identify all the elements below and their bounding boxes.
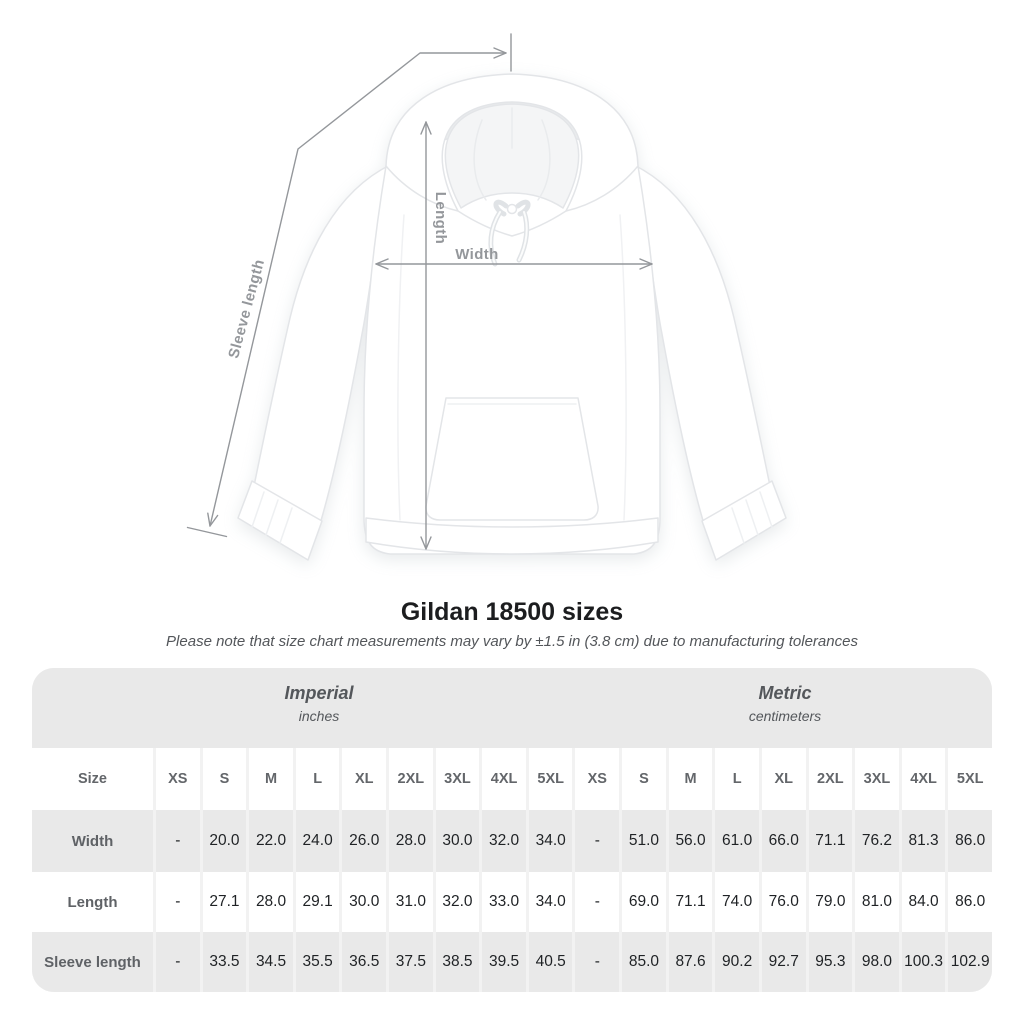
measurement-value-cell: 86.0 — [948, 810, 992, 872]
imperial-label: Imperial — [284, 683, 354, 703]
kangaroo-pocket — [426, 398, 598, 520]
col-header-imperial-3xl: 3XL — [436, 748, 480, 810]
hoodie-illustration — [238, 74, 786, 560]
measurement-value-cell: 33.5 — [203, 932, 247, 992]
measurement-value-cell: 26.0 — [342, 810, 386, 872]
measurement-value-cell: 95.3 — [809, 932, 853, 992]
measurement-value-cell: 76.0 — [762, 872, 806, 932]
measurement-value-cell: 74.0 — [715, 872, 759, 932]
col-header-imperial-4xl: 4XL — [482, 748, 526, 810]
measurement-row-label: Sleeve length — [32, 932, 153, 992]
measurement-value-cell: - — [575, 872, 619, 932]
size-grid — [32, 748, 992, 992]
col-header-metric-3xl: 3XL — [855, 748, 899, 810]
measurement-value-cell: 85.0 — [622, 932, 666, 992]
measurement-value-cell: 84.0 — [902, 872, 946, 932]
col-header-imperial-2xl: 2XL — [389, 748, 433, 810]
imperial-unit: inches — [298, 708, 340, 724]
measurement-value-cell: 51.0 — [622, 810, 666, 872]
measurement-value-cell: 79.0 — [809, 872, 853, 932]
measurement-value-cell: 30.0 — [342, 872, 386, 932]
col-header-metric-xs: XS — [575, 748, 619, 810]
measurement-value-cell: 28.0 — [389, 810, 433, 872]
measurement-value-cell: 38.5 — [436, 932, 480, 992]
unit-header-band — [32, 668, 992, 748]
measurement-value-cell: 32.0 — [482, 810, 526, 872]
col-header-imperial-m: M — [249, 748, 293, 810]
measurement-value-cell: 34.0 — [529, 872, 573, 932]
measurement-value-cell: 33.0 — [482, 872, 526, 932]
col-header-metric-s: S — [622, 748, 666, 810]
drawstring-knot — [508, 205, 517, 214]
col-header-imperial-xs: XS — [156, 748, 200, 810]
measurement-value-cell: 81.0 — [855, 872, 899, 932]
metric-unit-group — [749, 683, 821, 724]
measurement-value-cell: 32.0 — [436, 872, 480, 932]
measurement-value-cell: 22.0 — [249, 810, 293, 872]
length-dimension-label: Length — [432, 191, 449, 245]
measurement-value-cell: 69.0 — [622, 872, 666, 932]
measurement-value-cell: 98.0 — [855, 932, 899, 992]
imperial-unit-group — [284, 683, 353, 724]
col-header-metric-xl: XL — [762, 748, 806, 810]
metric-unit: centimeters — [748, 708, 822, 724]
size-chart-table — [32, 668, 992, 992]
measurement-value-cell: - — [575, 810, 619, 872]
measurement-value-cell: 71.1 — [809, 810, 853, 872]
measurement-value-cell: - — [156, 872, 200, 932]
measurement-value-cell: 35.5 — [296, 932, 340, 992]
measurement-value-cell: 56.0 — [669, 810, 713, 872]
measurement-value-cell: 24.0 — [296, 810, 340, 872]
measurement-value-cell: 71.1 — [669, 872, 713, 932]
measurement-value-cell: 100.3 — [902, 932, 946, 992]
col-header-imperial-xl: XL — [342, 748, 386, 810]
measurement-row-label: Width — [32, 810, 153, 872]
col-header-metric-4xl: 4XL — [902, 748, 946, 810]
size-column-header: Size — [32, 748, 153, 810]
measurement-value-cell: 102.9 — [948, 932, 992, 992]
measurement-value-cell: 34.5 — [249, 932, 293, 992]
measurement-value-cell: 76.2 — [855, 810, 899, 872]
measurement-value-cell: - — [156, 810, 200, 872]
col-header-imperial-l: L — [296, 748, 340, 810]
measurement-value-cell: 20.0 — [203, 810, 247, 872]
measurement-value-cell: 92.7 — [762, 932, 806, 992]
measurement-value-cell: 29.1 — [296, 872, 340, 932]
metric-label: Metric — [758, 683, 812, 703]
measurement-value-cell: 30.0 — [436, 810, 480, 872]
measurement-value-cell: 61.0 — [715, 810, 759, 872]
measurement-value-cell: 81.3 — [902, 810, 946, 872]
measurement-value-cell: 86.0 — [948, 872, 992, 932]
width-dimension-label: Width — [455, 246, 499, 263]
measurement-value-cell: 31.0 — [389, 872, 433, 932]
measurement-value-cell: 37.5 — [389, 932, 433, 992]
tolerance-note: Please note that size chart measurements may vary by ±1.5 in (3.8 cm) due to manufacturing tolerances — [166, 633, 858, 650]
measurement-value-cell: - — [156, 932, 200, 992]
sleeve-length-dimension-label: Sleeve length — [225, 257, 269, 361]
measurement-value-cell: 28.0 — [249, 872, 293, 932]
col-header-imperial-5xl: 5XL — [529, 748, 573, 810]
col-header-metric-5xl: 5XL — [948, 748, 992, 810]
measurement-value-cell: 40.5 — [529, 932, 573, 992]
page-title: Gildan 18500 sizes — [400, 598, 624, 626]
col-header-metric-2xl: 2XL — [809, 748, 853, 810]
col-header-metric-m: M — [669, 748, 713, 810]
measurement-value-cell: 87.6 — [669, 932, 713, 992]
col-header-imperial-s: S — [203, 748, 247, 810]
measurement-value-cell: 36.5 — [342, 932, 386, 992]
measurement-value-cell: 27.1 — [203, 872, 247, 932]
measurement-value-cell: 39.5 — [482, 932, 526, 992]
measurement-value-cell: - — [575, 932, 619, 992]
measurement-value-cell: 34.0 — [529, 810, 573, 872]
measurement-row-label: Length — [32, 872, 153, 932]
col-header-metric-l: L — [715, 748, 759, 810]
measurement-value-cell: 66.0 — [762, 810, 806, 872]
measurement-value-cell: 90.2 — [715, 932, 759, 992]
